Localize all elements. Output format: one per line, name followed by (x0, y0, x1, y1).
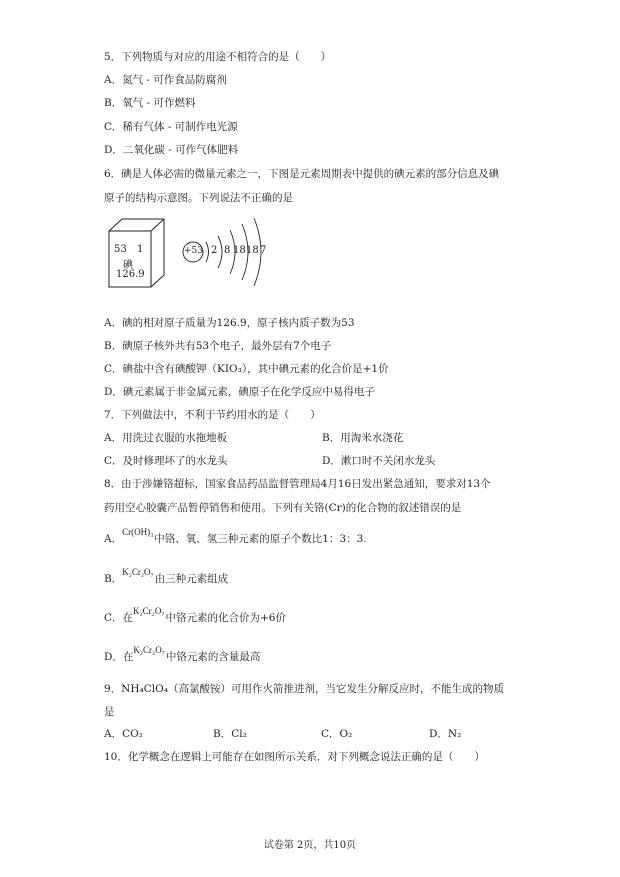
option-prefix: 在 (122, 651, 134, 663)
q9-option-c: C．O₂ (321, 728, 353, 740)
q6-option-a: A．碘的相对原子质量为126.9，原子核内质子数为53 (104, 317, 355, 329)
element-name: 碘 (123, 260, 133, 271)
shell-1-electrons: 2 (211, 245, 218, 256)
q7-option-b: B．用淘米水浇花 (322, 432, 404, 444)
q6-stem-line2: 原子的结构示意图。下列说法不正确的是 (104, 192, 293, 204)
q6-option-d: D．碘元素属于非金属元素，碘原子在化学反应中易得电子 (104, 386, 375, 398)
q8-option-d (104, 645, 261, 664)
q8-option-a (104, 527, 367, 546)
q10-stem: 10．化学概念在逻辑上可能存在如图所示关系．对下列概念说法正确的是（ ） (104, 751, 485, 763)
chemical-formula: K₂Cr₂O₇ (133, 606, 165, 616)
q5-option-b: B．氧气 - 可作燃料 (104, 97, 196, 109)
option-text: 中铬、氧、氢三种元素的原子个数比1：3：3. (154, 533, 367, 545)
q6-stem-line1: 6．碘是人体必需的微量元素之一，下图是元素周期表中提供的碘元素的部分信息及碘 (104, 168, 500, 180)
q8-option-b (104, 567, 229, 586)
q5-stem: 5．下列物质与对应的用途不相符合的是（ ） (104, 51, 332, 63)
q8-stem-line1: 8．由于涉嫌铬超标，国家食品药品监督管理局4月16日发出紧急通知，要求对13个 (104, 478, 491, 490)
shell-4-electrons: 18 (246, 245, 259, 256)
q9-option-d: D．N₂ (429, 728, 462, 740)
q6-option-b: B．碘原子核外共有53个电子，最外层有7个电子 (104, 340, 332, 352)
shell-3-electrons: 18 (233, 245, 246, 256)
option-text: 中铬元素的含量最高 (165, 651, 261, 663)
iodine-element-cell (108, 218, 168, 288)
shell-2-electrons: 8 (224, 245, 231, 256)
nucleus-charge: +53 (184, 246, 203, 256)
q9-option-b: B．Cl₂ (213, 728, 247, 740)
q8-stem-line2: 药用空心胶囊产品暂停销售和使用。下列有关铬(Cr)的化合物的叙述错误的是 (104, 502, 462, 514)
q9-option-a: A．CO₂ (104, 728, 143, 740)
chemical-formula: Cr(OH)₃ (122, 527, 154, 537)
element-extra-value: 1 (137, 244, 144, 255)
option-text: 中铬元素的化合价为+6价 (165, 612, 286, 624)
q6-option-c: C．碘盐中含有碘酸钾（KIO₃），其中碘元素的化合价是+1价 (104, 363, 389, 375)
chemical-formula: K₂Cr₂O₇ (133, 645, 165, 655)
q8-option-c (104, 606, 286, 625)
q7-option-d: D．漱口时不关闭水龙头 (322, 455, 436, 467)
atomic-mass: 126.9 (116, 269, 145, 280)
option-letter: A． (104, 533, 123, 545)
q9-stem-line1: 9．NH₄ClO₄（高氯酸铵）可用作火箭推进剂，当它发生分解反应时，不能生成的物质 (104, 683, 504, 695)
shell-5-electrons: 7 (260, 245, 267, 256)
q7-option-c: C．及时修理坏了的水龙头 (104, 455, 228, 467)
q9-stem-line2: 是 (104, 706, 115, 718)
option-text: 由三种元素组成 (154, 573, 229, 585)
chemical-formula: K₂Cr₂O₇ (122, 567, 154, 577)
page-footer: 试卷第 2页，共10页 (263, 840, 357, 851)
q7-stem: 7．下列做法中，不利于节约用水的是（ ） (104, 409, 321, 421)
atomic-number: 53 (114, 244, 127, 255)
q7-option-a: A．用洗过衣服的水拖地板 (104, 432, 228, 444)
option-letter: B． (104, 573, 123, 585)
q5-option-d: D．二氧化碳 - 可作气体肥料 (104, 144, 239, 156)
option-letter: D． (104, 651, 123, 663)
iodine-atom-structure (180, 214, 276, 292)
q5-option-c: C．稀有气体 - 可制作电光源 (104, 121, 238, 133)
option-letter: C． (104, 612, 123, 624)
q5-option-a: A．氮气 - 可作食品防腐剂 (104, 74, 227, 86)
option-prefix: 在 (122, 612, 134, 624)
